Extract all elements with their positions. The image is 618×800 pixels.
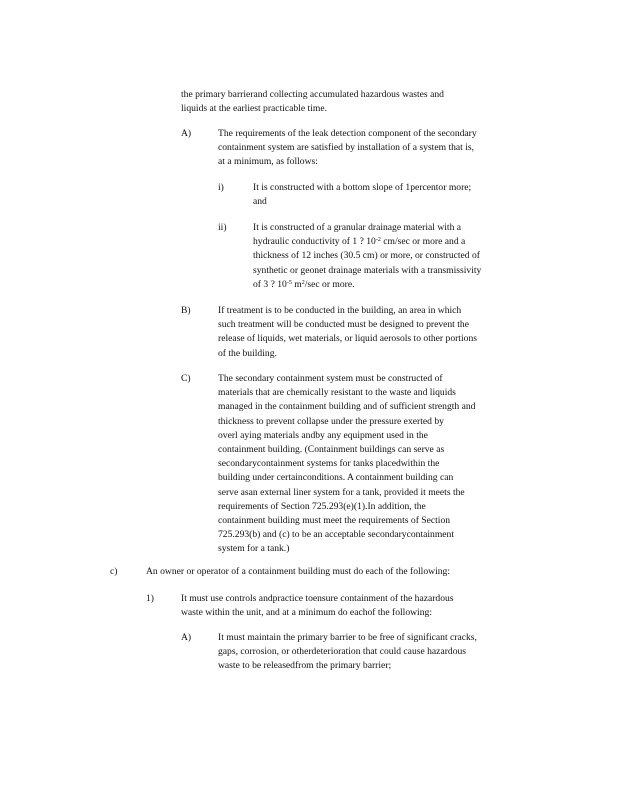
item-b-text: If treatment is to be conducted in the building, an area in which such treatment will be conducted must be designed to prevent the release of liquids, wet materials, or liquid aerosols to other portions of the building.	[218, 305, 477, 359]
item-ii-line-5a: of 3 ? 10	[253, 278, 287, 290]
exponent-2: -5	[286, 279, 292, 286]
item-ii-line-3: thickness of 12 inches (30.5 cm) or more, or constructed of	[253, 250, 480, 262]
item-ii-text	[253, 221, 553, 292]
item-ii-line-2a: hydraulic conductivity of 1 ? 10	[253, 236, 376, 248]
item-ii-line-5c: /sec or more.	[304, 278, 355, 290]
item-b-marker: B)	[181, 305, 191, 316]
item-ii-line-5b: m	[291, 278, 302, 290]
item-c-marker: C)	[181, 373, 191, 384]
item-a2-text: It must maintain the primary barrier to be free of significant cracks, gaps, corrosion, or otherdeterioration that could cause hazardous waste to be releasedfrom the primary barrier;	[218, 632, 477, 672]
item-ii-line-2b: cm/sec or more and a	[380, 236, 466, 248]
item-c-text: The secondary containment system must be constructed of materials that are chemically resistant to the waste and liquids managed in the containment building and of sufficient strength and thickness to prevent collapse under the pressure exerted by overl aying materials andby any equipment used in the containment building. (Containment buildings can serve as secondarycontainment systems for tanks placedwithin the building under certainconditions. A containment building can serve asan external liner system for a tank, provided it meets the requirements of Section 725.293(e)(1).In addition, the containment building must meet the requirements of Section 725.293(b) and (c) to be an acceptable secondarycontainment system for a tank.)	[218, 373, 476, 555]
item-ii-line-5	[253, 278, 553, 292]
item-ii-line-2	[253, 235, 553, 249]
exponent-3: 2	[301, 279, 305, 286]
item-ii-line-4: synthetic or geonet drainage materials with a transmissivity	[253, 264, 482, 276]
item-a-text: The requirements of the leak detection component of the secondary containment system are satisfied by installation of a system that is, at a minimum, as follows:	[218, 128, 477, 168]
item-i-text: It is constructed with a bottom slope of 1percentor more; and	[253, 182, 472, 208]
subsection-c-text: An owner or operator of a containment building must do each of the following:	[146, 566, 450, 577]
item-a2-marker: A)	[181, 632, 192, 643]
item-ii-line-1: It is constructed of a granular drainage material with a	[253, 222, 462, 233]
item-ii-marker: ii)	[218, 222, 227, 233]
subsection-c-marker: c)	[110, 566, 118, 577]
intro-paragraph: the primary barrierand collecting accumulated hazardous wastes and liquids at the earliest practicable time.	[181, 89, 444, 115]
item-1-marker: 1)	[146, 593, 154, 604]
exponent-1: -2	[375, 237, 381, 244]
item-1-text: It must use controls andpractice toensure containment of the hazardous waste within the unit, and at a minimum do eachof the following:	[181, 593, 454, 619]
item-a-marker: A)	[181, 128, 192, 139]
item-i-marker: i)	[218, 182, 224, 193]
